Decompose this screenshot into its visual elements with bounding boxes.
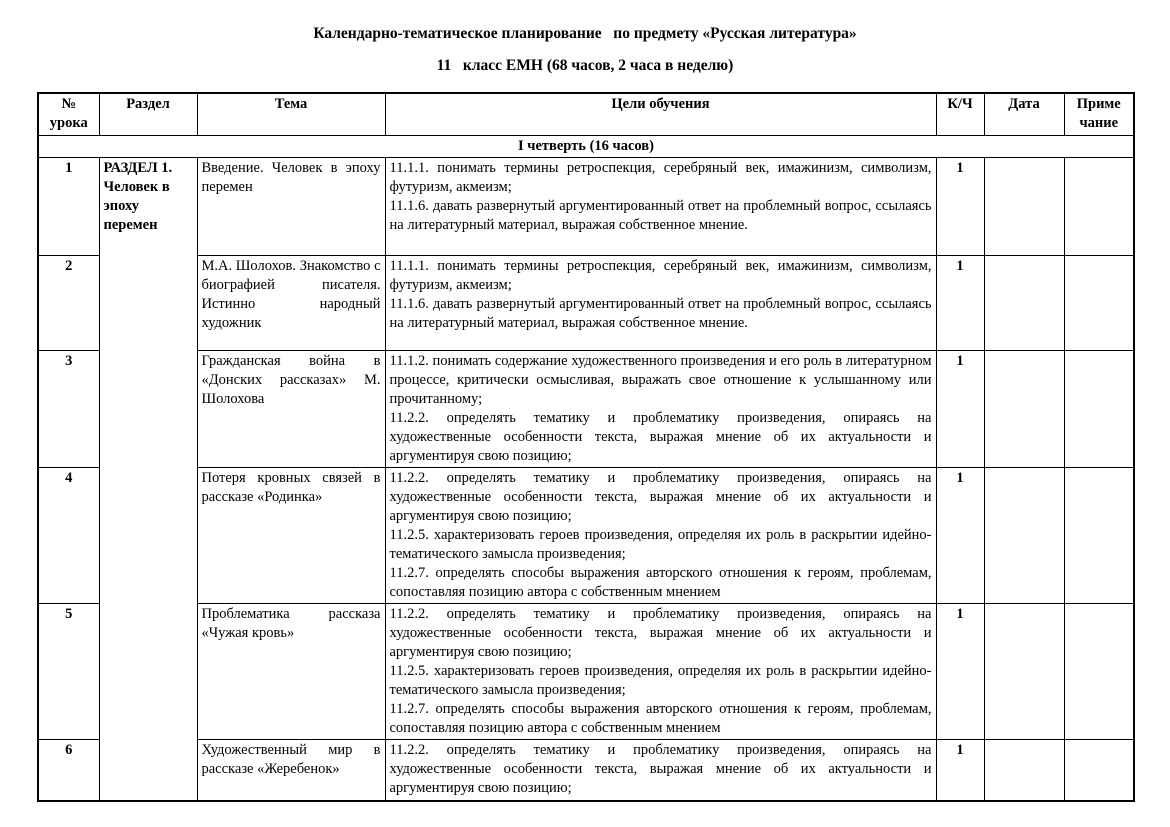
lesson-number-cell: 5 xyxy=(38,603,99,739)
goal-item: 11.2.7. определять способы выражения авторского отношения к героям, проблемам, сопоставляя позицию автора с собственным мнением xyxy=(389,564,932,600)
note-cell xyxy=(1064,157,1134,255)
lesson-number-cell: 6 xyxy=(38,739,99,801)
topic-cell: Гражданская война в «Донских рассказах» М. Шолохова xyxy=(197,350,385,467)
topic-cell: Проблематика рассказа «Чужая кровь» xyxy=(197,603,385,739)
hours-cell: 1 xyxy=(936,467,984,603)
table-row xyxy=(38,739,1134,801)
goal-item: 11.1.1. понимать термины ретроспекция, серебряный век, имажинизм, символизм, футуризм, акмеизм; xyxy=(389,257,932,293)
goal-item: 11.2.2. определять тематику и проблематику произведения, опираясь на художественные особенности текста, выражая мнение об их актуальности и аргументируя свою позицию; xyxy=(389,409,932,464)
hours-cell: 1 xyxy=(936,739,984,801)
note-cell xyxy=(1064,350,1134,467)
planning-table xyxy=(37,92,1135,802)
header-date: Дата xyxy=(984,93,1064,135)
goal-item: 11.1.6. давать развернутый аргументированный ответ на проблемный вопрос, ссылаясь на литературный материал, выражая собственное мнение. xyxy=(389,197,932,233)
header-lesson-number-line2: урока xyxy=(49,115,88,131)
date-cell xyxy=(984,739,1064,801)
goal-item: 11.2.7. определять способы выражения авторского отношения к героям, проблемам, сопоставляя позицию автора с собственным мнением xyxy=(389,700,932,736)
goal-item: 11.2.2. определять тематику и проблематику произведения, опираясь на художественные особенности текста, выражая мнение об их актуальности и аргументируя свою позицию; xyxy=(389,605,932,660)
header-learning-goals: Цели обучения xyxy=(385,93,936,135)
topic-cell: М.А. Шолохов. Знакомство с биографией писателя. Истинно народный художник xyxy=(197,255,385,350)
lesson-number-cell: 3 xyxy=(38,350,99,467)
goal-item: 11.1.6. давать развернутый аргументированный ответ на проблемный вопрос, ссылаясь на литературный материал, выражая собственное мнение. xyxy=(389,295,932,331)
note-cell xyxy=(1064,255,1134,350)
header-lesson-number xyxy=(38,93,99,135)
hours-cell: 1 xyxy=(936,603,984,739)
table-row xyxy=(38,603,1134,739)
topic-cell: Потеря кровных связей в рассказе «Родинка» xyxy=(197,467,385,603)
header-topic: Тема xyxy=(197,93,385,135)
date-cell xyxy=(984,467,1064,603)
section-cell: РАЗДЕЛ 1. Человек в эпоху перемен xyxy=(99,157,197,801)
lesson-number-cell: 4 xyxy=(38,467,99,603)
hours-cell: 1 xyxy=(936,255,984,350)
header-note xyxy=(1064,93,1134,135)
header-section: Раздел xyxy=(99,93,197,135)
page-subtitle: 11 класс ЕМН (68 часов, 2 часа в неделю) xyxy=(436,57,734,74)
note-cell xyxy=(1064,603,1134,739)
goal-item: 11.2.2. определять тематику и проблематику произведения, опираясь на художественные особенности текста, выражая мнение об их актуальности и аргументируя свою позицию; xyxy=(389,741,932,796)
hours-cell: 1 xyxy=(936,157,984,255)
table-row xyxy=(38,467,1134,603)
header-note-line2: чание xyxy=(1079,115,1119,131)
goal-item: 11.2.5. характеризовать героев произведения, определяя их роль в раскрытии идейно-тематического замысла произведения; xyxy=(389,526,932,562)
goals-cell xyxy=(385,603,936,739)
lesson-number-cell: 1 xyxy=(38,157,99,255)
goal-item: 11.1.1. понимать термины ретроспекция, серебряный век, имажинизм, символизм, футуризм, акмеизм; xyxy=(389,159,932,195)
note-cell xyxy=(1064,739,1134,801)
table-row xyxy=(38,255,1134,350)
goals-cell xyxy=(385,350,936,467)
goals-cell xyxy=(385,467,936,603)
lesson-number-cell: 2 xyxy=(38,255,99,350)
date-cell xyxy=(984,603,1064,739)
table-row xyxy=(38,157,1134,255)
header-hours: К/Ч xyxy=(936,93,984,135)
hours-cell: 1 xyxy=(936,350,984,467)
topic-cell: Введение. Человек в эпоху перемен xyxy=(197,157,385,255)
goal-item: 11.1.2. понимать содержание художественного произведения и его роль в литературном процессе, критически осмысливая, выражать свое отношение к услышанному или прочитанному; xyxy=(389,352,932,407)
goal-item: 11.2.5. характеризовать героев произведения, определяя их роль в раскрытии идейно-тематического замысла произведения; xyxy=(389,662,932,698)
date-cell xyxy=(984,350,1064,467)
table-row xyxy=(38,350,1134,467)
header-lesson-number-line1: № xyxy=(61,96,77,112)
goal-item: 11.2.2. определять тематику и проблематику произведения, опираясь на художественные особенности текста, выражая мнение об их актуальности и аргументируя свою позицию; xyxy=(389,469,932,524)
header-note-line1: Приме xyxy=(1076,96,1121,112)
goals-cell xyxy=(385,157,936,255)
page-title: Календарно-тематическое планирование по предмету «Русская литература» xyxy=(313,25,857,42)
date-cell xyxy=(984,255,1064,350)
table-header-row xyxy=(38,93,1134,135)
goals-cell xyxy=(385,255,936,350)
quarter-section-label: I четверть (16 часов) xyxy=(38,135,1134,157)
quarter-section-row xyxy=(38,135,1134,157)
note-cell xyxy=(1064,467,1134,603)
goals-cell xyxy=(385,739,936,801)
date-cell xyxy=(984,157,1064,255)
topic-cell: Художественный мир в рассказе «Жеребенок» xyxy=(197,739,385,801)
